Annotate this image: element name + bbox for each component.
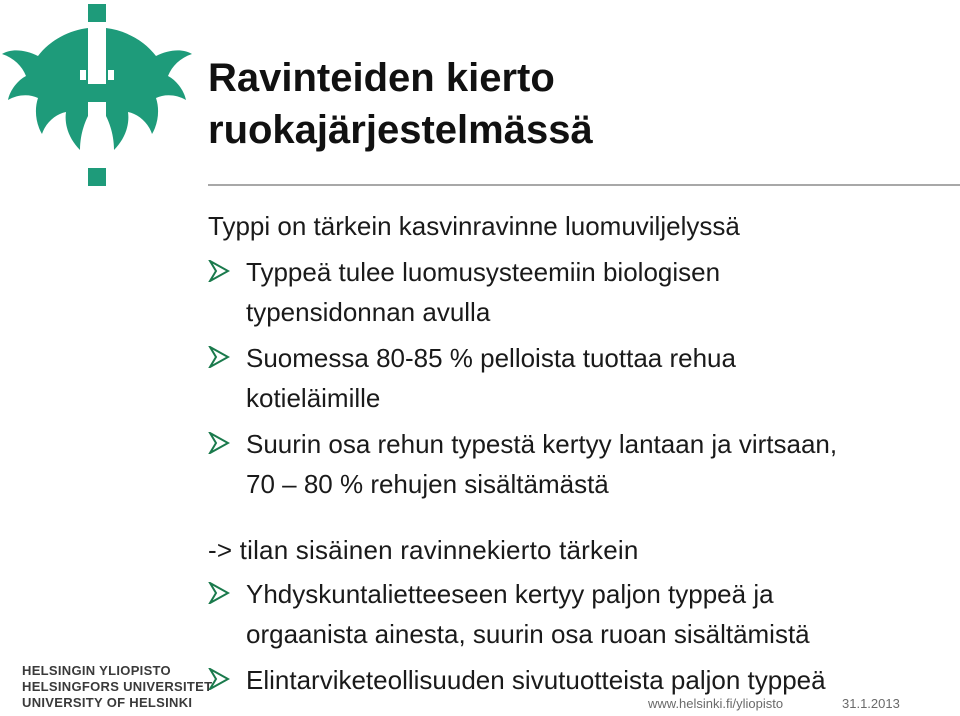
- bullet-line: Suurin osa rehun typestä kertyy lantaan ja virtsaan,: [246, 429, 838, 459]
- title-line-1: Ravinteiden kierto: [208, 56, 555, 100]
- bullet-line: Elintarviketeollisuuden sivutuotteista paljon typpeä: [246, 665, 826, 695]
- bullet-item: [208, 660, 958, 700]
- bullet-line: orgaanista ainesta, suurin osa ruoan sisältämistä: [246, 619, 810, 649]
- bullet-line: 70 – 80 % rehujen sisältämästä: [246, 469, 609, 499]
- bullet-item: [208, 424, 958, 504]
- arrowhead-bullet-icon: [208, 432, 230, 454]
- bullet-item: [208, 574, 958, 654]
- arrowhead-bullet-icon: [208, 260, 230, 282]
- footer-url: www.helsinki.fi/yliopisto: [648, 696, 784, 711]
- bullet-line: Suomessa 80-85 % pelloista tuottaa rehua: [246, 343, 736, 373]
- arrowhead-bullet-icon: [208, 582, 230, 604]
- title-divider: [208, 184, 960, 186]
- note-text: -> tilan sisäinen ravinnekierto tärkein: [208, 535, 639, 565]
- title-line-2: ruokajärjestelmässä: [208, 108, 593, 152]
- intro-text: Typpi on tärkein kasvinravinne luomuviljelyssä: [208, 211, 740, 241]
- slide-body: [208, 206, 958, 706]
- bullet-item: [208, 338, 958, 418]
- slide-title: [208, 52, 593, 156]
- arrowhead-bullet-icon: [208, 346, 230, 368]
- university-name-fi: HELSINGIN YLIOPISTO: [22, 663, 171, 678]
- bullet-item: [208, 252, 958, 332]
- bullet-line: kotieläimille: [246, 383, 381, 413]
- bullet-line: typensidonnan avulla: [246, 297, 491, 327]
- footer-date: 31.1.2013: [842, 696, 900, 711]
- bullet-line: Yhdyskuntalietteeseen kertyy paljon typpeä ja: [246, 579, 774, 609]
- helsinki-flame-logo-icon: [0, 0, 200, 190]
- bullet-line: Typpeä tulee luomusysteemiin biologisen: [246, 257, 721, 287]
- university-name-sv: HELSINGFORS UNIVERSITET: [22, 679, 213, 694]
- university-name: [22, 663, 212, 711]
- university-name-en: UNIVERSITY OF HELSINKI: [22, 695, 193, 710]
